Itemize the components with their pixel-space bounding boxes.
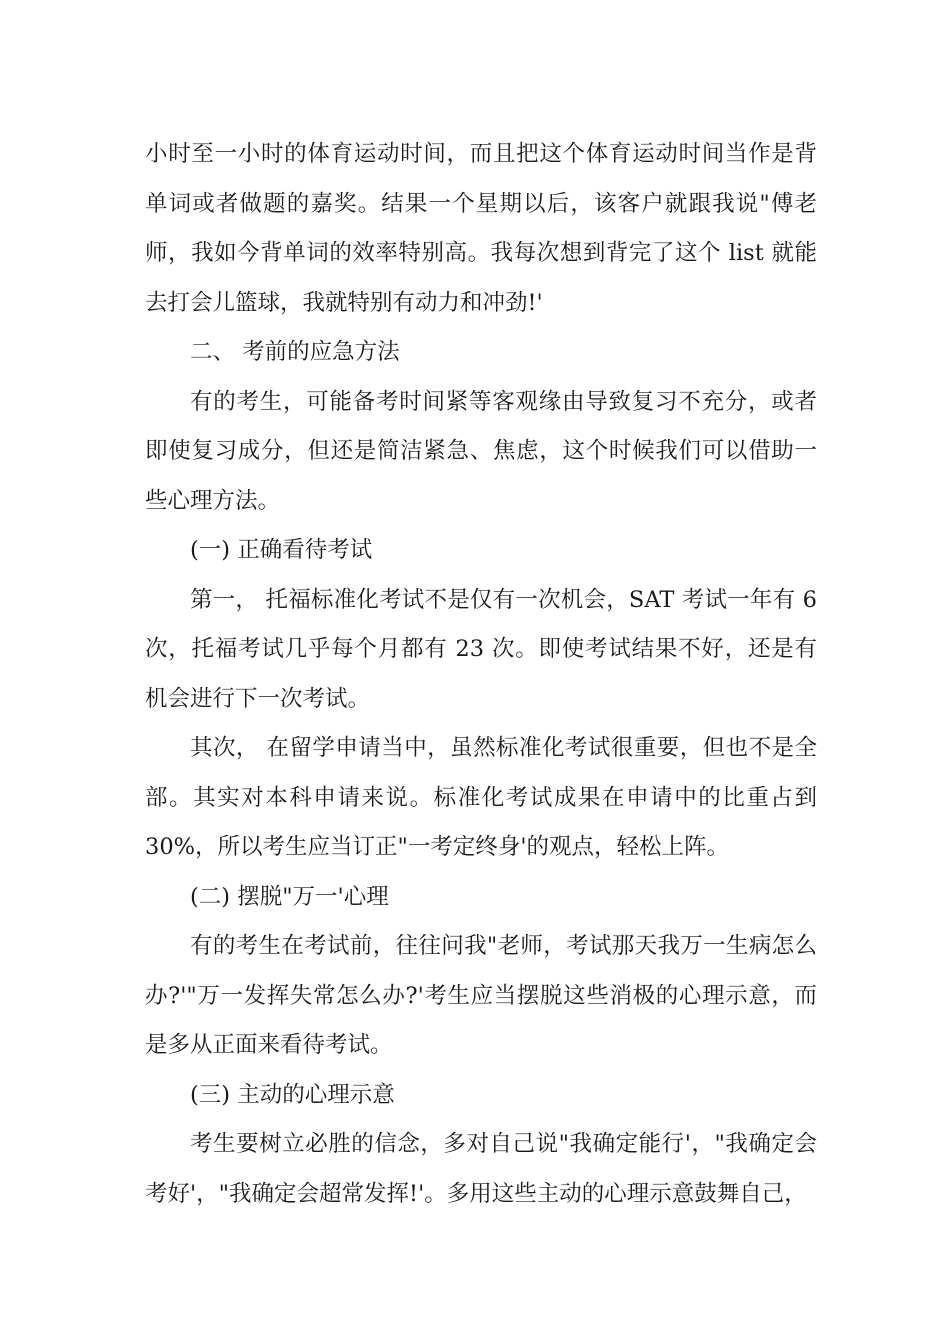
paragraph-intro: 有的考生，可能备考时间紧等客观缘由导致复习不充分，或者即使复习成分，但还是简洁紧急、焦虑，这个时候我们可以借助一些心理方法。 — [145, 388, 817, 514]
section-heading-emergency-methods: 二、 考前的应急方法 — [190, 339, 400, 365]
paragraph-positive-suggestion: 考生要树立必胜的信念，多对自己说"我确定能行'，"我确定会考好'，"我确定会超常发挥!'。多用这些主动的心理示意鼓舞自己， — [145, 1131, 817, 1207]
paragraph-first-point: 第一， 托福标准化考试不是仅有一次机会，SAT 考试一年有 6 次，托福考试几乎每个月都有 23 次。即使考试结果不好，还是有机会进行下一次考试。 — [145, 586, 817, 712]
subheading-avoid-what-if: (二) 摆脱"万一'心理 — [190, 883, 389, 910]
subheading-view-exam-correctly: (一) 正确看待考试 — [190, 537, 373, 563]
subheading-positive-suggestion: (三) 主动的心理示意 — [190, 1081, 395, 1108]
paragraph-second-point: 其次， 在留学申请当中，虽然标准化考试很重要，但也不是全部。其实对本科申请来说。标准化考试成果在申请中的比重占到 30%，所以考生应当订正"一考定终身'的观点，轻松上阵。 — [145, 735, 817, 860]
document-body — [145, 130, 817, 1219]
paragraph-what-if: 有的考生在考试前，往往问我"老师，考试那天我万一生病怎么办?'"万一发挥失常怎么办?'考生应当摆脱这些消极的心理示意，而是多从正面来看待考试。 — [145, 933, 817, 1058]
paragraph-continuation: 小时至一小时的体育运动时间，而且把这个体育运动时间当作是背单词或者做题的嘉奖。结果一个星期以后，该客户就跟我说"傅老师，我如今背单词的效率特别高。我每次想到背完了这个 list 就能去打会儿篮球，我就特别有动力和冲劲!' — [145, 141, 817, 316]
